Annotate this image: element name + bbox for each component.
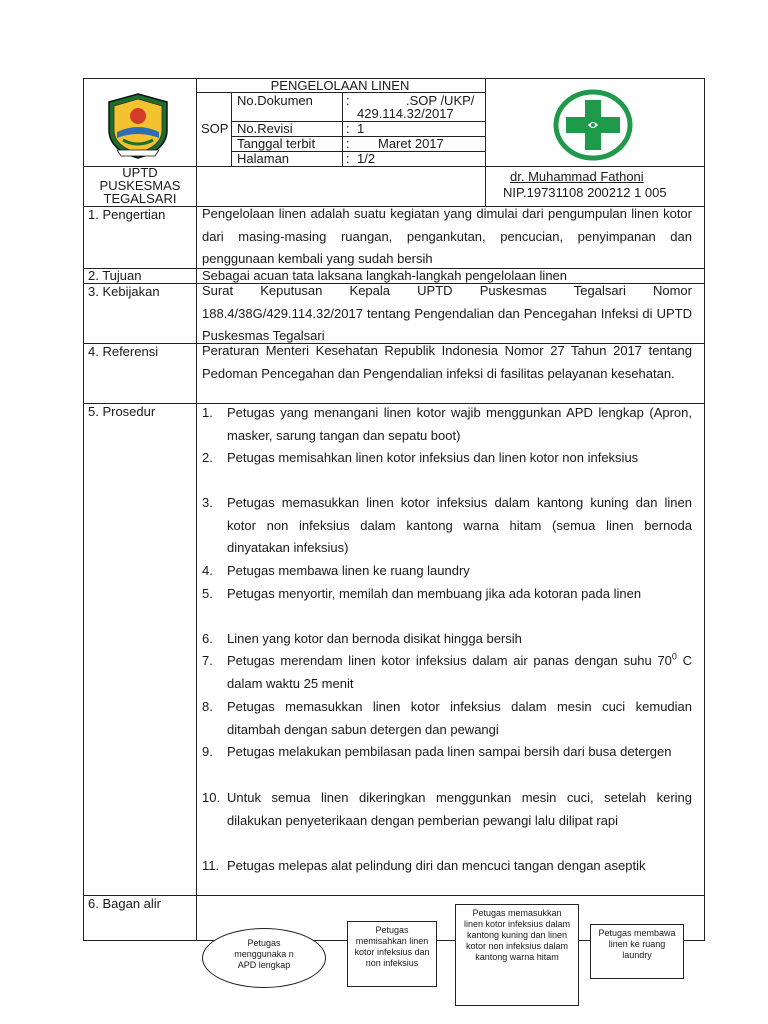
signatory-name: dr. Muhammad Fathoni: [510, 169, 644, 184]
step-text: Petugas melepas alat pelindung diri dan mencuci tangan dengan aseptik: [227, 858, 646, 873]
flow-node-membawa: Petugas membawa linen ke ruang laundry: [590, 924, 684, 979]
flow-node-memisahkan: Petugas memisahkan linen kotor infeksius dan non infeksius: [347, 921, 437, 987]
label-tujuan: 2. Tujuan: [88, 268, 142, 283]
step-number: 9.: [202, 744, 213, 759]
step-text: Petugas melakukan pembilasan pada linen sampai bersih dari busa detergen: [227, 744, 672, 759]
step-number: 2.: [202, 450, 213, 465]
step-text: Petugas yang menangani linen kotor wajib menggunkan APD lengkap (Apron, masker, sarung tangan dan sepatu boot): [227, 405, 692, 443]
step-text: Untuk semua linen dikeringkan menggunkan mesin cuci, setelah kering dilakukan penyeterikaan dengan pemberian pewangi lalu dilipat rapi: [227, 790, 692, 828]
label-prosedur: 5. Prosedur: [88, 404, 156, 419]
step-number: 6.: [202, 631, 213, 646]
step-text: Petugas memasukkan linen kotor infeksius dalam kantong kuning dan linen kotor non infeksius dalam kantong warna hitam (semua linen bernoda dinyatakan infeksius): [227, 495, 692, 555]
row-divider-5: [83, 895, 705, 896]
meta-value-no-dokumen-2: 429.114.32/2017: [357, 106, 454, 121]
meta-value-no-revisi: 1: [357, 121, 365, 136]
step-number: 8.: [202, 699, 213, 714]
meta-label-no-revisi: No.Revisi: [237, 121, 293, 136]
procedure-step: [202, 583, 692, 606]
sop-label: SOP: [201, 121, 229, 136]
meta-colon-no-dokumen: :: [346, 93, 350, 108]
meta-label-no-dokumen: No.Dokumen: [237, 93, 313, 108]
step-text-main: Petugas merendam linen kotor infeksius dalam air panas dengan suhu 70: [227, 653, 672, 668]
label-column-divider: [196, 78, 197, 940]
text-pengertian: Pengelolaan linen adalah suatu kegiatan yang dimulai dari pengumpulan linen kotor dari masing-masing ruangan, pengankutan, pencucian, penyimpanan dan penggunaan kembali yang sudah bersih: [202, 206, 692, 266]
text-tujuan: Sebagai acuan tata laksana langkah-langkah pengelolaan linen: [202, 268, 568, 283]
table-border-left: [83, 78, 84, 940]
step-number: 4.: [202, 563, 213, 578]
step-text: Petugas membawa linen ke ruang laundry: [227, 563, 470, 578]
signatory-nip: NIP.19731108 200212 1 005: [503, 185, 667, 200]
step-text: Linen yang kotor dan bernoda disikat hingga bersih: [227, 631, 522, 646]
step-number: 10.: [202, 790, 221, 805]
header-right-divider: [485, 78, 486, 206]
meta-value-no-dokumen: .SOP /UKP/: [406, 93, 475, 108]
label-pengertian: 1. Pengertian: [88, 207, 166, 222]
org-line-tegalsari: TEGALSARI: [103, 191, 177, 206]
label-kebijakan: 3. Kebijakan: [88, 284, 160, 299]
procedure-step: [202, 787, 692, 832]
procedure-step: [202, 696, 692, 741]
flow-node-memasukkan: Petugas memasukkan linen kotor infeksius dalam kantong kuning dan linen kotor non infeksius dalam kantong warna hitam: [455, 904, 579, 1006]
meta-colon-no-revisi: :: [346, 121, 350, 136]
procedure-step: [202, 402, 692, 447]
regional-emblem-icon: [103, 92, 173, 160]
step-number: 11.: [202, 858, 220, 873]
step-number: 3.: [202, 495, 213, 510]
meta-value-tanggal-terbit: Maret 2017: [378, 136, 444, 151]
step-text: Petugas menyortir, memilah dan membuang jika ada kotoran pada linen: [227, 586, 642, 601]
step-number: 1.: [202, 405, 213, 420]
procedure-step: [202, 650, 692, 695]
text-kebijakan: Surat Keputusan Kepala UPTD Puskesmas Tegalsari Nomor 188.4/38G/429.114.32/2017 tentang Pengendalian dan Pencegahan Infeksi di UPTD Puskesmas Tegalsari: [202, 283, 692, 343]
document-title: PENGELOLAAN LINEN: [270, 78, 410, 93]
step-number: 5.: [202, 586, 213, 601]
procedure-step: [202, 560, 692, 583]
org-line-puskesmas: PUSKESMAS: [99, 178, 181, 193]
step-number: 7.: [202, 653, 213, 668]
step-text: Petugas memasukkan linen kotor infeksius dalam mesin cuci kemudian ditambah dengan sabun detergen dan pewangi: [227, 699, 692, 737]
label-bagan-alir: 6. Bagan alir: [88, 896, 161, 911]
procedure-step: [202, 628, 692, 651]
procedure-step: [202, 741, 692, 764]
step-text-tail: C dalam waktu 25 menit: [227, 653, 692, 691]
puskesmas-logo-icon: [552, 88, 634, 162]
procedure-step: [202, 447, 692, 470]
flow-node-apd: Petugas menggunaka n APD lengkap: [202, 928, 326, 988]
meta-colon-halaman: :: [346, 151, 350, 166]
meta-colon-tanggal-terbit: :: [346, 136, 350, 151]
label-referensi: 4. Referensi: [88, 344, 159, 359]
degree-superscript: 0: [671, 651, 677, 662]
procedure-step: [202, 492, 692, 560]
sop-label-divider: [231, 92, 232, 166]
table-border-right: [704, 78, 705, 940]
step-text: [227, 650, 692, 695]
org-line-uptd: UPTD: [122, 165, 158, 180]
text-referensi: Peraturan Menteri Kesehatan Republik Indonesia Nomor 27 Tahun 2017 tentang Pedoman Pencegahan dan Pengendalian infeksi di fasilitas pelayanan kesehatan.: [202, 343, 692, 381]
step-text: Petugas memisahkan linen kotor infeksius dan linen kotor non infeksius: [227, 450, 639, 465]
procedure-step: [202, 855, 692, 878]
meta-label-halaman: Halaman: [237, 151, 290, 166]
meta-label-tanggal-terbit: Tanggal terbit: [237, 136, 316, 151]
sop-colon-divider: [342, 92, 343, 166]
meta-value-halaman: 1/2: [357, 151, 376, 166]
